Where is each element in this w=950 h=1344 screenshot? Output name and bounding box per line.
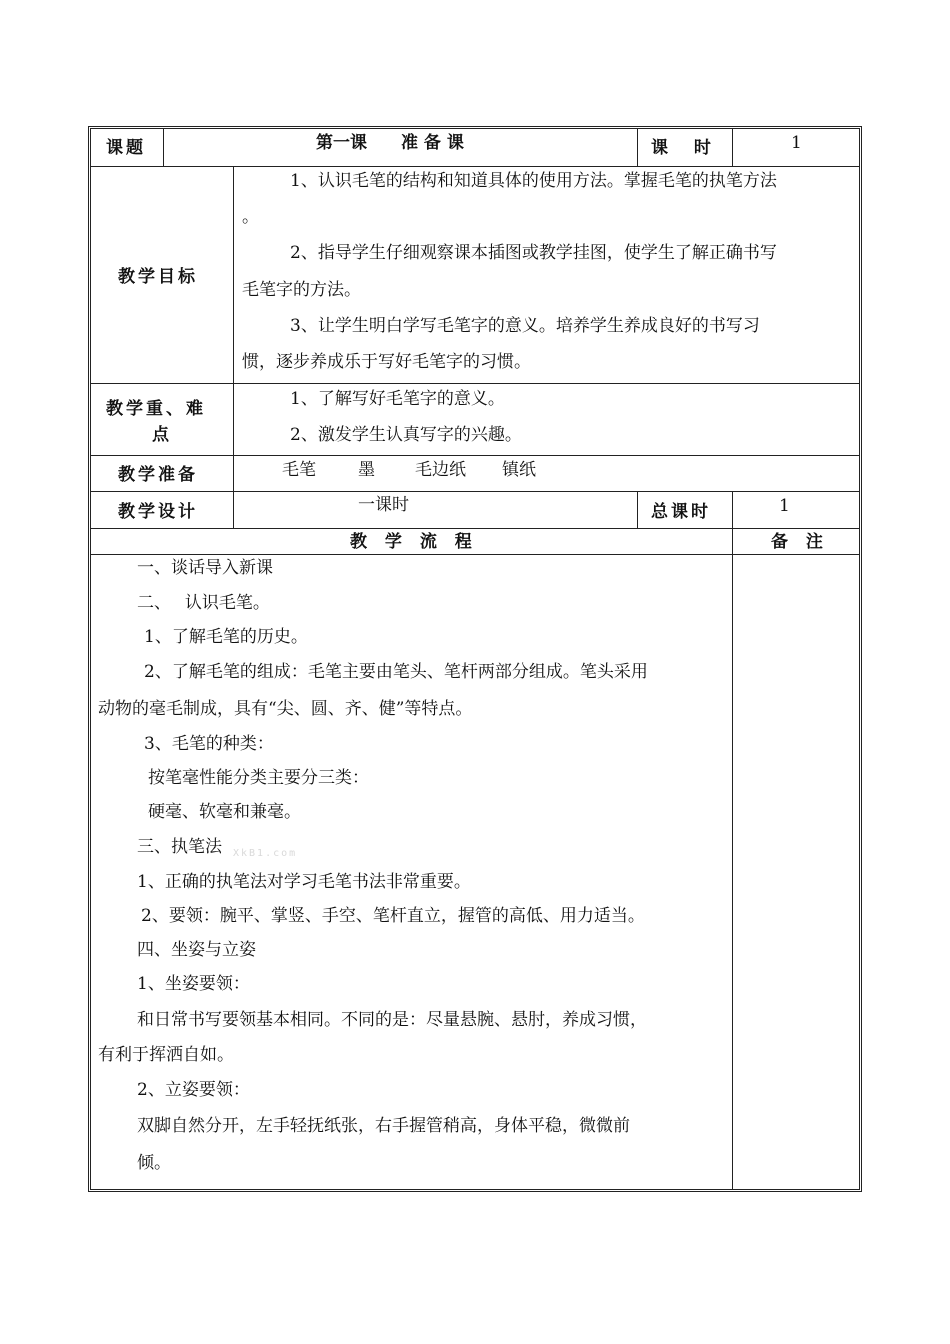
- objective-text: 惯，逐步养成乐于写好毛笔字的习惯。: [242, 352, 531, 372]
- flow-line: 动物的毫毛制成，具有“尖、圆、齐、健”等特点。: [98, 699, 473, 719]
- design-label: 教学设计: [118, 502, 198, 522]
- objectives-label: 教学目标: [118, 267, 198, 287]
- topic-label: 课题: [106, 138, 146, 158]
- preparation-item: 墨: [358, 460, 375, 480]
- preparation-item: 毛笔: [282, 460, 316, 480]
- hours-label: 课 时: [651, 138, 721, 158]
- flow-line: 三、执笔法: [137, 837, 222, 857]
- design-value: 一课时: [358, 495, 409, 515]
- flow-line: 2、要领：腕平、掌竖、手空、笔杆直立，握管的高低、用力适当。: [141, 906, 645, 926]
- key-points-label: 教学重、难: [106, 399, 206, 419]
- column-divider: [233, 166, 234, 528]
- preparation-item: 镇纸: [502, 460, 536, 480]
- flow-line: 2、立姿要领：: [137, 1080, 250, 1100]
- flow-line: 倾。: [137, 1153, 171, 1173]
- column-divider: [637, 129, 638, 166]
- column-divider: [163, 129, 164, 166]
- flow-line: 按笔毫性能分类主要分三类：: [148, 768, 369, 788]
- row-divider: [91, 528, 859, 529]
- notes-label: 备 注: [771, 532, 829, 552]
- objective-text: 3、让学生明白学写毛笔字的意义。培养学生养成良好的书写习: [290, 316, 760, 336]
- flow-line: 二、 认识毛笔。: [137, 593, 270, 613]
- flow-line: 和日常书写要领基本相同。不同的是：尽量悬腕、悬肘，养成习惯，: [137, 1010, 647, 1030]
- flow-line: 四、坐姿与立姿: [137, 940, 256, 960]
- total-hours-label: 总课时: [651, 502, 711, 522]
- preparation-label: 教学准备: [118, 465, 198, 485]
- key-point-text: 1、了解写好毛笔字的意义。: [290, 389, 505, 409]
- column-divider: [637, 491, 638, 528]
- flow-line: 一、谈话导入新课: [137, 558, 273, 578]
- row-divider: [91, 491, 859, 492]
- flow-line: 有利于挥洒自如。: [98, 1045, 234, 1065]
- flow-line: 2、了解毛笔的组成：毛笔主要由笔头、笔杆两部分组成。笔头采用: [144, 662, 648, 682]
- row-divider: [91, 166, 859, 167]
- flow-line: 3、毛笔的种类：: [144, 734, 274, 754]
- flow-label: 教 学 流 程: [350, 532, 478, 552]
- row-divider: [91, 455, 859, 456]
- lesson-plan-table: [88, 126, 862, 1192]
- watermark: XkB1.com: [233, 848, 298, 859]
- objective-text: 。: [242, 207, 259, 227]
- flow-line: 双脚自然分开，左手轻抚纸张，右手握管稍高，身体平稳，微微前: [137, 1116, 630, 1136]
- key-points-label: 点: [152, 425, 172, 445]
- key-point-text: 2、激发学生认真写字的兴趣。: [290, 425, 522, 445]
- row-divider: [91, 554, 859, 555]
- objective-text: 1、认识毛笔的结构和知道具体的使用方法。掌握毛笔的执笔方法: [290, 171, 777, 191]
- column-divider: [732, 129, 733, 166]
- total-hours-value: 1: [779, 496, 790, 516]
- flow-line: 1、坐姿要领：: [137, 974, 250, 994]
- hours-value: 1: [791, 133, 802, 153]
- preparation-item: 毛边纸: [415, 460, 466, 480]
- objective-text: 2、指导学生仔细观察课本插图或教学挂图，使学生了解正确书写: [290, 243, 777, 263]
- row-divider: [91, 383, 859, 384]
- column-divider: [732, 491, 733, 1189]
- flow-line: 硬毫、软毫和兼毫。: [148, 802, 301, 822]
- objective-text: 毛笔字的方法。: [242, 280, 361, 300]
- flow-line: 1、了解毛笔的历史。: [144, 627, 308, 647]
- lesson-title: 第一课 准 备 课: [316, 133, 464, 153]
- flow-line: 1、正确的执笔法对学习毛笔书法非常重要。: [137, 872, 471, 892]
